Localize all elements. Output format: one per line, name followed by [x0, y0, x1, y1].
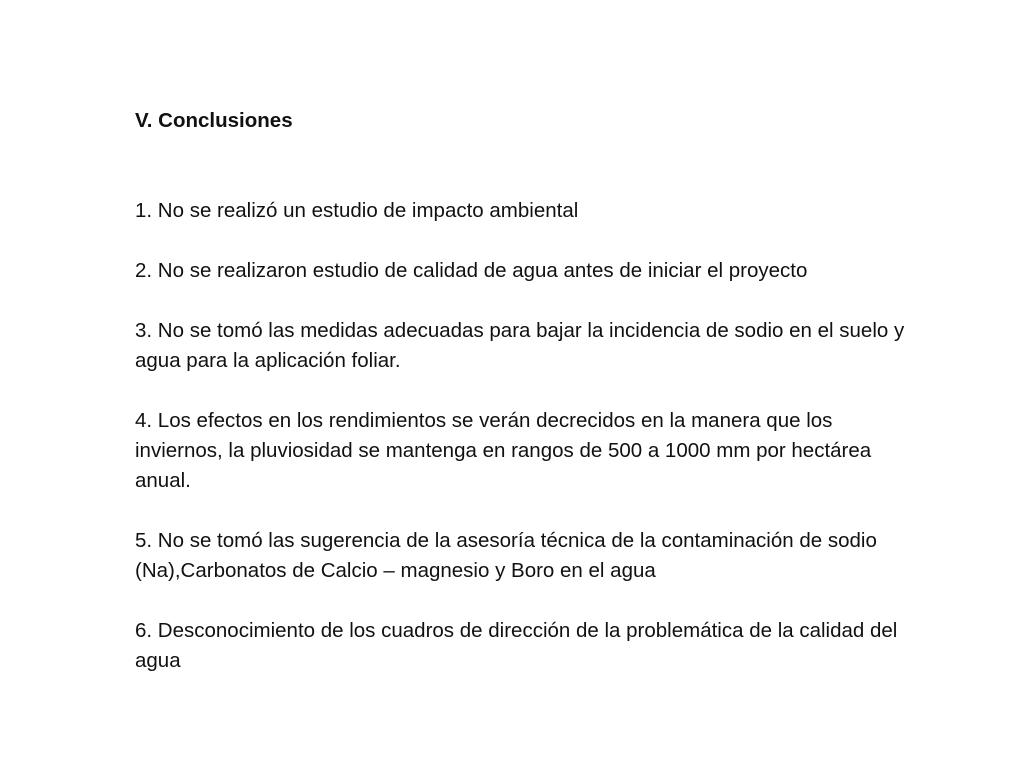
conclusion-item-5: 5. No se tomó las sugerencia de la asesoría técnica de la contaminación de sodio (Na),Carbonatos de Calcio – magnesio y Boro en el agua: [135, 529, 877, 582]
conclusion-item-2: 2. No se realizaron estudio de calidad de agua antes de iniciar el proyecto: [135, 259, 808, 282]
slide-title: V. Conclusiones: [135, 109, 293, 132]
conclusion-item-1: 1. No se realizó un estudio de impacto ambiental: [135, 199, 579, 222]
conclusion-item-6: 6. Desconocimiento de los cuadros de dirección de la problemática de la calidad del agua: [135, 619, 898, 672]
slide-content: [135, 106, 925, 706]
conclusion-item-3: 3. No se tomó las medidas adecuadas para bajar la incidencia de sodio en el suelo y agua para la aplicación foliar.: [135, 319, 905, 372]
conclusion-item-4: 4. Los efectos en los rendimientos se verán decrecidos en la manera que los inviernos, la pluviosidad se mantenga en rangos de 500 a 1000 mm por hectárea anual.: [135, 409, 872, 492]
